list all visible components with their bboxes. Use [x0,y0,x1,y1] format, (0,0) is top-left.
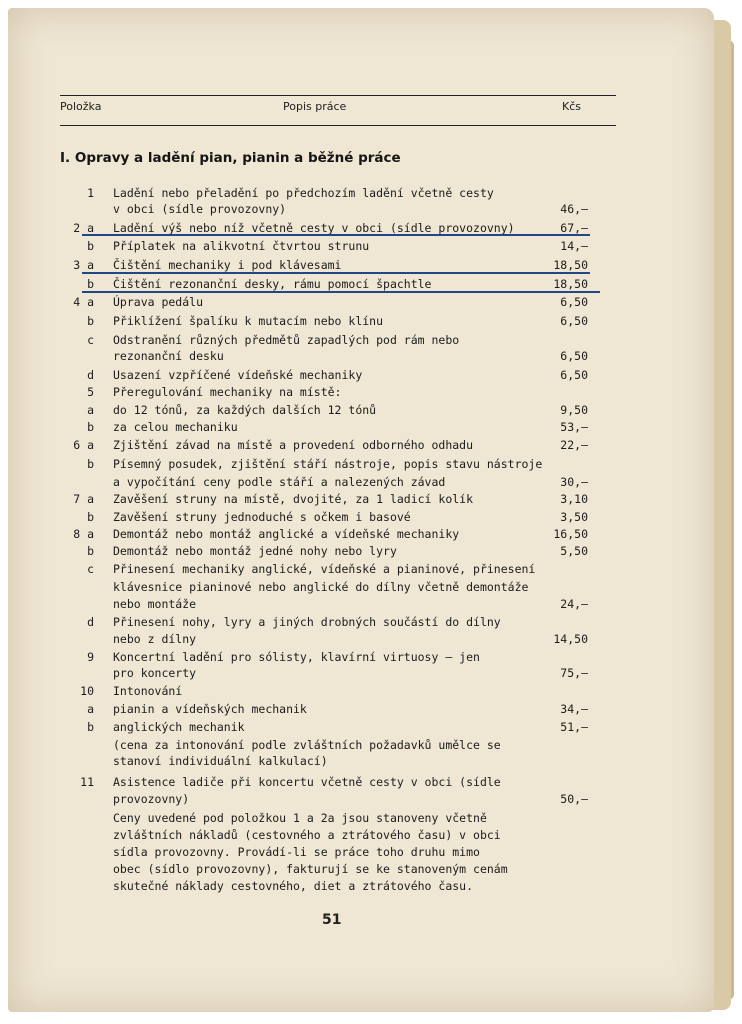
price-row [60,682,588,700]
pen-underline [82,234,590,236]
item-number: 4 a [73,295,94,309]
price-row [60,508,588,526]
item-number: 3 a [73,258,94,272]
item-price: 22,— [560,438,588,452]
page-number: 51 [322,912,342,928]
item-number: a [87,403,94,417]
header-item: Položka [60,100,102,113]
item-number: 6 a [73,438,94,452]
price-row [60,293,588,311]
item-number: b [87,510,94,524]
item-description: Ladění výš nebo níž včetně cesty v obci (sídle provozovny) [113,221,515,235]
price-row [60,347,588,365]
item-price: 46,— [560,202,588,216]
item-price: 6,50 [560,314,588,328]
item-description: Asistence ladiče při koncertu včetně cesty v obci (sídle [113,775,501,789]
item-price: 6,50 [560,295,588,309]
item-number: 5 [87,385,94,399]
item-description: Písemný posudek, zjištění stáří nástroje, popis stavu nástroje [113,457,543,471]
item-description: Úprava pedálu [113,295,204,309]
item-description: anglických mechanik [113,720,245,734]
item-description: Zavěšení struny na místě, dvojité, za 1 ladicí kolík [113,492,474,506]
price-row [60,578,588,596]
item-description: pianin a vídeňských mechanik [113,702,307,716]
note-line: sídla provozovny. Provádí-li se práce toho druhu mimo [113,845,480,859]
item-price: 6,50 [560,368,588,382]
item-description: (cena za intonování podle zvláštních požadavků umělce se [113,738,501,752]
item-price: 3,10 [560,492,588,506]
price-row [60,366,588,384]
price-row [60,455,588,473]
item-description: do 12 tónů, za každých dalších 12 tónů [113,403,377,417]
price-row [60,490,588,508]
pen-underline [82,272,590,274]
price-row [60,630,588,648]
item-number: 2 a [73,221,94,235]
price-row [60,700,588,718]
item-price: 50,— [560,792,588,806]
price-row [60,525,588,543]
item-number: 8 a [73,527,94,541]
item-number: 1 [87,186,94,200]
item-price: 18,50 [553,277,588,291]
item-price: 16,50 [553,527,588,541]
item-description: v obci (sídle provozovny) [113,202,287,216]
item-description: Intonování [113,684,183,698]
price-row [60,613,588,631]
item-number: 9 [87,650,94,664]
item-description: Přeregulování mechaniky na místě: [113,385,342,399]
price-row [60,401,588,419]
item-price: 53,— [560,420,588,434]
price-row [60,473,588,491]
item-price: 30,— [560,475,588,489]
item-number: c [87,333,94,347]
item-number: b [87,420,94,434]
price-row [60,752,588,770]
price-row [60,790,588,808]
item-description: Odstranění různých předmětů zapadlých pod rám nebo [113,333,460,347]
section-title: I. Opravy a ladění pian, pianin a běžné práce [60,150,401,166]
item-number: b [87,457,94,471]
note-line: skutečné náklady cestovného, diet a ztrátového času. [113,879,474,893]
item-number: d [87,368,94,382]
item-description: nebo z dílny [113,632,197,646]
item-number: b [87,239,94,253]
item-price: 51,— [560,720,588,734]
item-price: 9,50 [560,403,588,417]
price-row [60,718,588,736]
price-row [60,237,588,255]
price-row [60,383,588,401]
item-description: provozovny) [113,792,190,806]
item-description: klávesnice pianinové nebo anglické do dílny včetně demontáže [113,580,529,594]
item-description: Příplatek na alikvotní čtvrtou strunu [113,239,370,253]
item-description: Usazení vzpříčené vídeňské mechaniky [113,368,363,382]
pricing-note [113,810,533,895]
price-row [60,542,588,560]
header-top-rule [60,95,616,96]
item-description: Demontáž nebo montáž anglické a vídeňské mechaniky [113,527,460,541]
price-row [60,560,588,578]
item-description: rezonanční desku [113,349,224,363]
pen-underline [82,291,600,293]
price-row [60,312,588,330]
item-description: Demontáž nebo montáž jedné nohy nebo lyry [113,544,397,558]
item-price: 5,50 [560,544,588,558]
header-bottom-rule [60,125,616,126]
item-number: b [87,544,94,558]
price-row [60,595,588,613]
note-line: obec (sídlo provozovny), fakturují se ke stanoveným cenám [113,862,508,876]
item-description: stanoví individuální kalkulací) [113,754,328,768]
item-description: a vypočítání ceny podle stáří a nalezených závad [113,475,446,489]
item-description: za celou mechaniku [113,420,238,434]
item-price: 18,50 [553,258,588,272]
item-description: Přinesení nohy, lyry a jiných drobných součástí do dílny [113,615,501,629]
item-price: 6,50 [560,349,588,363]
item-price: 34,— [560,702,588,716]
item-description: Přiklížení špalíku k mutacím nebo klínu [113,314,384,328]
price-row [60,664,588,682]
item-number: b [87,277,94,291]
item-price: 3,50 [560,510,588,524]
item-number: b [87,314,94,328]
item-price: 14,50 [553,632,588,646]
item-number: b [87,720,94,734]
item-description: Čištění rezonanční desky, rámu pomocí špachtle [113,277,432,291]
item-number: 10 [80,684,94,698]
header-price: Kčs [562,100,581,113]
item-description: Přinesení mechaniky anglické, vídeňské a pianinové, přinesení [113,562,536,576]
item-number: c [87,562,94,576]
price-row [60,418,588,436]
note-line: zvláštních nákladů (cestovného a ztrátového času) v obci [113,828,501,842]
item-number: 7 a [73,492,94,506]
item-description: Koncertní ladění pro sólisty, klavírní virtuosy — jen [113,650,480,664]
item-price: 14,— [560,239,588,253]
item-description: Ladění nebo přeladění po předchozím ladění včetně cesty [113,186,494,200]
item-price: 75,— [560,666,588,680]
item-number: 11 [80,775,94,789]
item-description: Čištění mechaniky i pod klávesami [113,258,342,272]
note-line: Ceny uvedené pod položkou 1 a 2a jsou stanoveny včetně [113,811,487,825]
item-description: pro koncerty [113,666,197,680]
item-price: 24,— [560,597,588,611]
price-row [60,200,588,218]
item-description: Zavěšení struny jednoduché s očkem i basové [113,510,411,524]
price-row [60,436,588,454]
item-number: a [87,702,94,716]
header-description: Popis práce [283,100,347,113]
item-description: nebo montáže [113,597,197,611]
item-description: Zjištění závad na místě a provedení odborného odhadu [113,438,474,452]
price-row [60,773,588,791]
item-number: d [87,615,94,629]
item-price: 67,— [560,221,588,235]
